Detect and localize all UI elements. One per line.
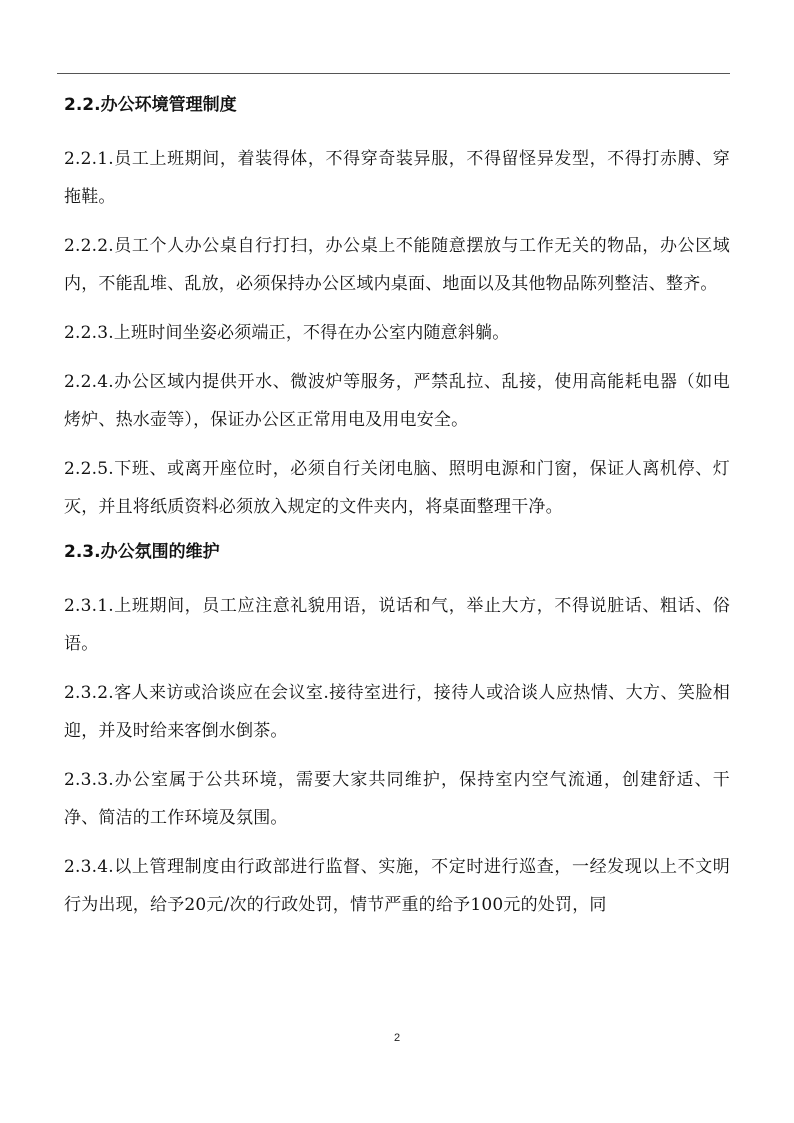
section-heading-office-atmosphere: 2.3.办公氛围的维护 [64,542,220,562]
clause-2-3-3: 2.3.3.办公室属于公共环境，需要大家共同维护，保持室内空气流通，创建舒适、干净、简洁的工作环境及氛围。 [64,770,730,828]
clause-2-2-3: 2.2.3.上班时间坐姿必须端正，不得在办公室内随意斜躺。 [64,323,510,343]
document-body [64,90,730,935]
clause-2-2-2: 2.2.2.员工个人办公桌自行打扫，办公桌上不能随意摆放与工作无关的物品，办公区域内，不能乱堆、乱放，必须保持办公区域内桌面、地面以及其他物品陈列整洁、整齐。 [64,236,730,294]
clause-2-3-4: 2.3.4.以上管理制度由行政部进行监督、实施，不定时进行巡查，一经发现以上不文明行为出现，给予20元/次的行政处罚，情节严重的给予100元的处罚，同 [64,857,730,915]
section-heading-office-environment: 2.2.办公环境管理制度 [64,95,237,115]
clause-2-2-4: 2.2.4.办公区域内提供开水、微波炉等服务，严禁乱拉、乱接，使用高能耗电器（如电烤炉、热水壶等），保证办公区正常用电及用电安全。 [64,372,730,430]
clause-2-2-5: 2.2.5.下班、或离开座位时，必须自行关闭电脑、照明电源和门窗，保证人离机停、灯灭，并且将纸质资料必须放入规定的文件夹内，将桌面整理干净。 [64,459,730,517]
page-number: 2 [393,1032,401,1044]
header-rule [57,73,730,74]
clause-2-3-1: 2.3.1.上班期间，员工应注意礼貌用语，说话和气，举止大方，不得说脏话、粗话、俗语。 [64,596,730,654]
clause-2-3-2: 2.3.2.客人来访或洽谈应在会议室.接待室进行，接待人或洽谈人应热情、大方、笑脸相迎，并及时给来客倒水倒茶。 [64,683,730,741]
clause-2-2-1: 2.2.1.员工上班期间，着装得体，不得穿奇装异服，不得留怪异发型，不得打赤膊、穿拖鞋。 [64,149,730,207]
